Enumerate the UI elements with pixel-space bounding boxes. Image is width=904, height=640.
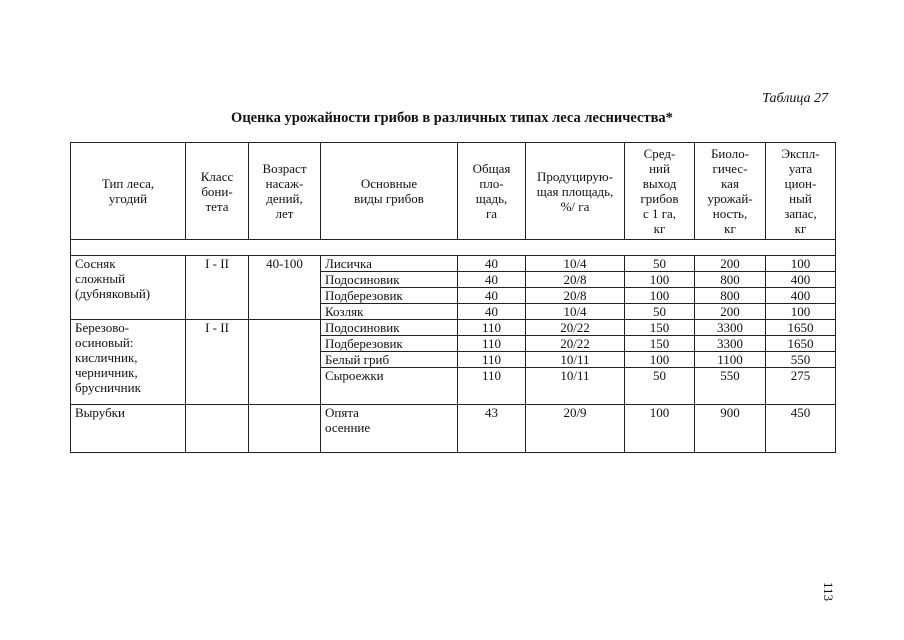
yield-cell: 50 bbox=[625, 256, 695, 272]
stock-cell: 400 bbox=[766, 288, 836, 304]
class-cell bbox=[186, 405, 249, 453]
header-class: Класс бони- тета bbox=[186, 143, 249, 240]
yield-cell: 100 bbox=[625, 288, 695, 304]
species-cell: Подосиновик bbox=[321, 272, 458, 288]
spacer-row bbox=[71, 240, 836, 256]
productive-cell: 10/4 bbox=[526, 256, 625, 272]
age-cell bbox=[249, 405, 321, 453]
area-cell: 43 bbox=[458, 405, 526, 453]
bio-cell: 1100 bbox=[695, 352, 766, 368]
area-cell: 110 bbox=[458, 368, 526, 405]
species-cell: Подосиновик bbox=[321, 320, 458, 336]
yield-cell: 100 bbox=[625, 272, 695, 288]
bio-cell: 800 bbox=[695, 288, 766, 304]
species-cell: Лисичка bbox=[321, 256, 458, 272]
page-number: 113 bbox=[821, 582, 836, 602]
stock-cell: 100 bbox=[766, 304, 836, 320]
forest-type-cell: Березово- осиновый: кисличник, черничник, брусничник bbox=[71, 320, 186, 405]
yield-cell: 150 bbox=[625, 320, 695, 336]
class-cell: I - II bbox=[186, 256, 249, 320]
stock-cell: 275 bbox=[766, 368, 836, 405]
area-cell: 40 bbox=[458, 304, 526, 320]
species-cell: Козляк bbox=[321, 304, 458, 320]
mushroom-yield-table bbox=[70, 142, 836, 453]
bio-cell: 200 bbox=[695, 256, 766, 272]
species-cell: Белый гриб bbox=[321, 352, 458, 368]
species-cell: Опята осенние bbox=[321, 405, 458, 453]
yield-cell: 100 bbox=[625, 405, 695, 453]
stock-cell: 1650 bbox=[766, 320, 836, 336]
productive-cell: 20/22 bbox=[526, 320, 625, 336]
area-cell: 110 bbox=[458, 320, 526, 336]
productive-cell: 20/8 bbox=[526, 272, 625, 288]
yield-cell: 100 bbox=[625, 352, 695, 368]
yield-cell: 50 bbox=[625, 304, 695, 320]
bio-cell: 900 bbox=[695, 405, 766, 453]
header-forest-type: Тип леса, угодий bbox=[71, 143, 186, 240]
table-row bbox=[71, 256, 836, 272]
area-cell: 110 bbox=[458, 352, 526, 368]
species-cell: Подберезовик bbox=[321, 288, 458, 304]
stock-cell: 400 bbox=[766, 272, 836, 288]
yield-cell: 150 bbox=[625, 336, 695, 352]
header-stock: Экспл- уата цион- ный запас, кг bbox=[766, 143, 836, 240]
stock-cell: 550 bbox=[766, 352, 836, 368]
header-age: Возраст насаж- дений, лет bbox=[249, 143, 321, 240]
header-row bbox=[71, 143, 836, 240]
bio-cell: 550 bbox=[695, 368, 766, 405]
header-species: Основные виды грибов bbox=[321, 143, 458, 240]
bio-cell: 3300 bbox=[695, 336, 766, 352]
forest-type-cell: Сосняк сложный (дубняковый) bbox=[71, 256, 186, 320]
class-cell: I - II bbox=[186, 320, 249, 405]
productive-cell: 10/4 bbox=[526, 304, 625, 320]
bio-cell: 3300 bbox=[695, 320, 766, 336]
stock-cell: 450 bbox=[766, 405, 836, 453]
forest-type-cell: Вырубки bbox=[71, 405, 186, 453]
header-yield: Сред- ний выход грибов с 1 га, кг bbox=[625, 143, 695, 240]
area-cell: 110 bbox=[458, 336, 526, 352]
table-number-label: Таблица 27 bbox=[762, 91, 828, 106]
table-row bbox=[71, 320, 836, 336]
productive-cell: 10/11 bbox=[526, 368, 625, 405]
species-cell: Подберезовик bbox=[321, 336, 458, 352]
table-row bbox=[71, 405, 836, 453]
header-area: Общая пло- щадь, га bbox=[458, 143, 526, 240]
bio-cell: 800 bbox=[695, 272, 766, 288]
yield-cell: 50 bbox=[625, 368, 695, 405]
species-cell: Сыроежки bbox=[321, 368, 458, 405]
bio-cell: 200 bbox=[695, 304, 766, 320]
header-productive: Продуцирую- щая площадь, %/ га bbox=[526, 143, 625, 240]
productive-cell: 20/9 bbox=[526, 405, 625, 453]
productive-cell: 10/11 bbox=[526, 352, 625, 368]
area-cell: 40 bbox=[458, 256, 526, 272]
productive-cell: 20/22 bbox=[526, 336, 625, 352]
stock-cell: 1650 bbox=[766, 336, 836, 352]
age-cell bbox=[249, 320, 321, 405]
area-cell: 40 bbox=[458, 288, 526, 304]
header-bio: Биоло- гичес- кая урожай- ность, кг bbox=[695, 143, 766, 240]
productive-cell: 20/8 bbox=[526, 288, 625, 304]
stock-cell: 100 bbox=[766, 256, 836, 272]
area-cell: 40 bbox=[458, 272, 526, 288]
age-cell: 40-100 bbox=[249, 256, 321, 320]
table-title: Оценка урожайности грибов в различных типах леса лесничества* bbox=[231, 110, 673, 126]
